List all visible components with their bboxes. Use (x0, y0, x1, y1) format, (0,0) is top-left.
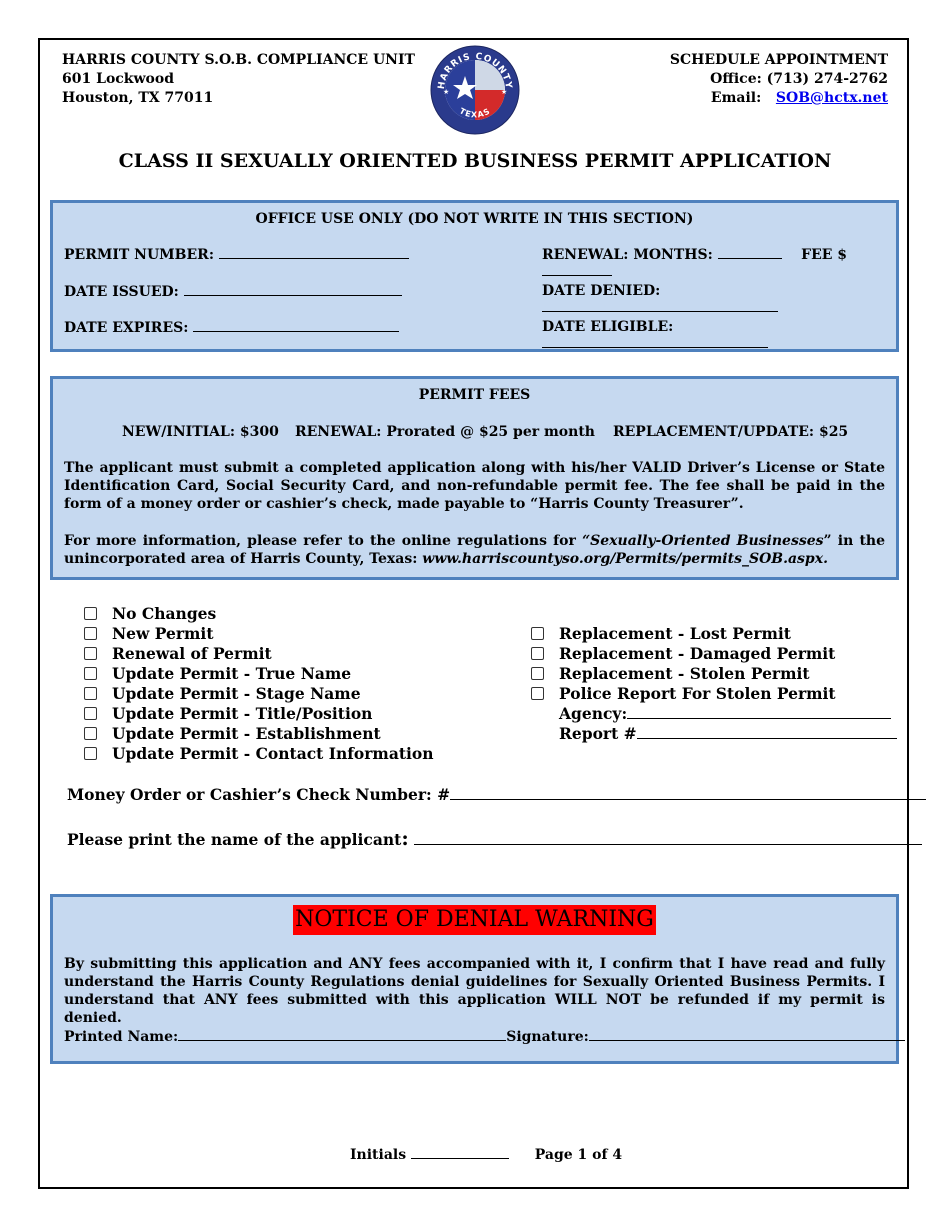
fee-label: FEE $ (801, 247, 848, 263)
renewal-fee-field (542, 246, 896, 280)
agency-line[interactable] (627, 706, 891, 719)
applicant-name-colon: : (401, 826, 409, 850)
svg-text:★: ★ (443, 88, 450, 96)
option-label: Police Report For Stolen Permit (559, 684, 836, 703)
initials-line[interactable] (411, 1146, 509, 1159)
office-phone: Office: (713) 274-2762 (710, 71, 888, 87)
option-police-report[interactable] (531, 684, 836, 704)
date-issued-line (184, 283, 402, 296)
org-name: HARRIS COUNTY S.O.B. COMPLIANCE UNIT (62, 52, 415, 68)
page-number: Page 1 of 4 (534, 1147, 623, 1163)
renewal-months-label: RENEWAL: MONTHS: (542, 247, 713, 263)
fee-new-initial: NEW/INITIAL: $300 (122, 424, 279, 440)
more-info-italic: “Sexually-Oriented Businesses (582, 533, 824, 549)
org-address (62, 51, 415, 108)
money-order-label: Money Order or Cashier’s Check Number: # (67, 785, 451, 804)
agency-field[interactable] (559, 704, 891, 724)
option-update-stage-name[interactable] (84, 684, 361, 704)
applicant-name-label: Please print the name of the applicant (67, 830, 402, 849)
checkbox[interactable] (84, 667, 97, 680)
signature-row (64, 1028, 905, 1045)
date-eligible-field (542, 319, 896, 352)
denial-warning-panel (50, 894, 899, 1064)
checkbox[interactable] (84, 607, 97, 620)
initials-label: Initials (350, 1147, 407, 1163)
office-use-panel (50, 200, 899, 352)
date-denied-field (542, 283, 896, 316)
checkbox[interactable] (84, 727, 97, 740)
more-info-mid: ” in the unincorporated area of Harris County, Texas: (64, 533, 886, 567)
option-label: Update Permit - Establishment (112, 724, 381, 743)
checkbox[interactable] (84, 747, 97, 760)
date-denied-line (542, 299, 778, 312)
permit-number-field (64, 246, 409, 263)
org-street: 601 Lockwood (62, 71, 175, 87)
seal-text-top: HARRIS COUNTY (436, 51, 514, 90)
option-label: Replacement - Lost Permit (559, 624, 791, 643)
option-label: Replacement - Damaged Permit (559, 644, 836, 663)
option-label: Update Permit - Contact Information (112, 744, 434, 763)
fee-renewal: RENEWAL: Prorated @ $25 per month (295, 424, 595, 440)
renewal-months-line (718, 246, 782, 259)
denial-paragraph: By submitting this application and ANY fees accompanied with it, I confirm that I have read and fully understand the Harris County Regulations denial guidelines for Sexually Oriented Business Permits. I understand that ANY fees submitted with this application WILL NOT be refunded if my permit is denied. (64, 956, 885, 1026)
signature-label: Signature: (506, 1029, 589, 1045)
email-row (670, 89, 888, 108)
denial-warning-title: NOTICE OF DENIAL WARNING (293, 905, 656, 935)
option-replacement-stolen[interactable] (531, 664, 810, 684)
checkbox[interactable] (84, 647, 97, 660)
checkbox[interactable] (84, 687, 97, 700)
page-title: CLASS II SEXUALLY ORIENTED BUSINESS PERMIT APPLICATION (118, 150, 832, 172)
report-line[interactable] (637, 726, 897, 739)
option-update-title[interactable] (84, 704, 372, 724)
applicant-name-field[interactable] (67, 828, 922, 848)
report-field[interactable] (559, 724, 897, 744)
fee-replacement: REPLACEMENT/UPDATE: $25 (613, 424, 849, 440)
report-label: Report # (559, 724, 637, 743)
option-label: Update Permit - Title/Position (112, 704, 373, 723)
printed-name-line[interactable] (178, 1028, 506, 1041)
option-label: Renewal of Permit (112, 644, 272, 663)
option-update-true-name[interactable] (84, 664, 351, 684)
option-replacement-lost[interactable] (531, 624, 791, 644)
fee-line (542, 263, 612, 276)
option-no-changes[interactable] (84, 604, 216, 624)
email-label: Email: (710, 90, 762, 106)
checkbox[interactable] (531, 627, 544, 640)
option-label: Update Permit - Stage Name (112, 684, 361, 703)
org-city: Houston, TX 77011 (62, 90, 214, 106)
date-eligible-label: DATE ELIGIBLE: (542, 319, 674, 335)
checkbox[interactable] (531, 647, 544, 660)
option-label: Update Permit - True Name (112, 664, 352, 683)
date-issued-field (64, 283, 402, 300)
option-renewal[interactable] (84, 644, 272, 664)
signature-line[interactable] (589, 1028, 905, 1041)
option-update-contact[interactable] (84, 744, 434, 764)
option-update-establishment[interactable] (84, 724, 381, 744)
appointment-title: SCHEDULE APPOINTMENT (669, 52, 888, 68)
footer (350, 1146, 622, 1163)
option-label: New Permit (112, 624, 214, 643)
date-eligible-line (542, 335, 768, 348)
seal-text-bottom: TEXAS (457, 106, 493, 120)
permit-fees-panel (50, 376, 899, 580)
date-expires-line (193, 319, 399, 332)
money-order-field[interactable] (67, 785, 926, 805)
email-link[interactable]: SOB@hctx.net (775, 90, 888, 106)
option-new-permit[interactable] (84, 624, 213, 644)
fees-requirements-text: The applicant must submit a completed application along with his/her VALID Driver’s License or State Identification Card, Social Security Card, and non-refundable permit fee. The fee shall be paid in the form of a money order or cashier’s check, made payable to “Harris County Treasurer”. (64, 460, 885, 512)
more-info-pre: For more information, please refer to the online regulations for (64, 533, 583, 549)
denial-heading-wrap (53, 905, 896, 935)
money-order-line[interactable] (450, 787, 926, 800)
option-label: No Changes (112, 604, 217, 623)
agency-label: Agency: (559, 704, 628, 723)
regulations-url: www.harriscountyso.org/Permits/permits_SOB.aspx. (422, 551, 828, 567)
checkbox[interactable] (531, 667, 544, 680)
fees-more-info (64, 532, 885, 568)
checkbox[interactable] (84, 707, 97, 720)
permit-number-label: PERMIT NUMBER: (64, 247, 214, 263)
date-issued-label: DATE ISSUED: (64, 284, 179, 300)
checkbox[interactable] (531, 687, 544, 700)
checkbox[interactable] (84, 627, 97, 640)
option-label: Replacement - Stolen Permit (559, 664, 810, 683)
appointment-contact (670, 51, 888, 108)
date-expires-label: DATE EXPIRES: (64, 320, 189, 336)
printed-name-label: Printed Name: (64, 1029, 179, 1045)
svg-text:★: ★ (501, 88, 508, 96)
applicant-name-line[interactable] (414, 832, 922, 845)
date-denied-label: DATE DENIED: (542, 283, 661, 299)
option-replacement-damaged[interactable] (531, 644, 835, 664)
date-expires-field (64, 319, 399, 336)
permit-number-line (219, 246, 409, 259)
permit-fees-heading: PERMIT FEES (418, 387, 531, 403)
harris-county-seal (430, 44, 520, 136)
office-use-heading: OFFICE USE ONLY (DO NOT WRITE IN THIS SECTION) (255, 211, 694, 227)
